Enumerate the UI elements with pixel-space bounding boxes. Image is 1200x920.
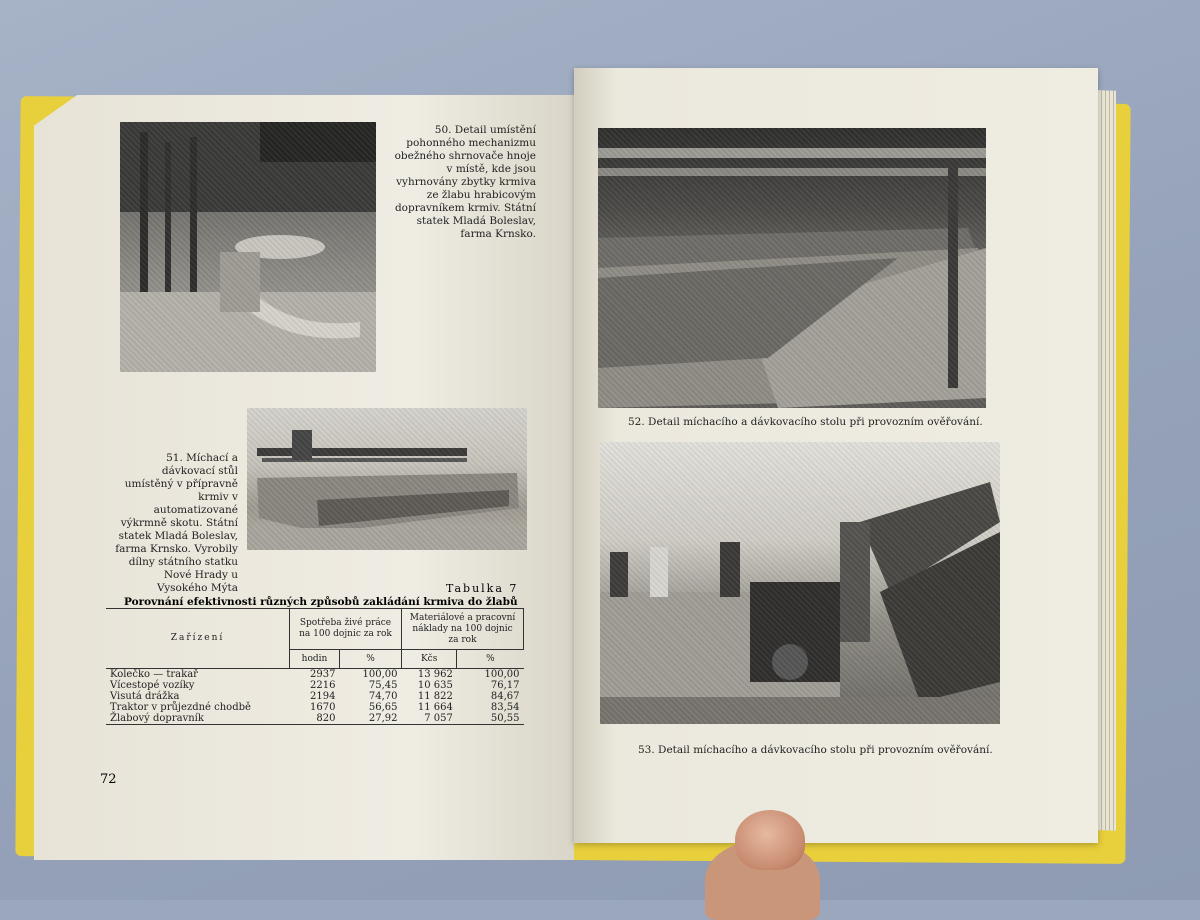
unit-hours: hodin (290, 650, 340, 669)
fig53-caption: 53. Detail míchacího a dávkovacího stolu při provozním ověřování. (638, 744, 993, 756)
table-row: Kolečko — trakař 2937 100,00 13 962 100,00 (110, 669, 520, 680)
photo-fig53 (600, 442, 1000, 724)
fig50-caption: 50. Detail umístění pohonného mechanizmu obežného shrnovače hnoje v místě, kde jsou vyhrnovány zbytky krmiva ze žlabu hrabicovým dopravníkem krmiv. Státní statek Mladá Boleslav, farma Krnsko. (394, 124, 536, 240)
unit-kcs: Kčs (401, 650, 456, 669)
table-title: Porovnání efektivnosti různých způsobů zakládání krmiva do žlabů (124, 596, 518, 608)
table-row: Traktor v průjezdné chodbě 1670 56,65 11 664 83,54 (110, 702, 520, 713)
table-row: Vícestopé vozíky 2216 75,45 10 635 76,17 (110, 680, 520, 691)
col-header-labor: Spotřeba živé práce na 100 dojnic za rok (290, 609, 402, 650)
table-row: Visutá drážka 2194 74,70 11 822 84,67 (110, 691, 520, 702)
fig51-caption: 51. Míchací a dávkovací stůl umístěný v přípravně krmiv v automatizované výkrmně skotu. Státní statek Mladá Boleslav, farma Krnsko. Vyrobily dílny státního statku Nové Hrady u Vysokého Mýta (115, 452, 238, 594)
comparison-table (106, 608, 524, 725)
unit-pct2: % (457, 650, 524, 669)
page-number: 72 (100, 772, 117, 787)
unit-pct1: % (339, 650, 401, 669)
photo-fig52 (598, 128, 986, 408)
col-header-cost: Materiálové a pracovní náklady na 100 dojnic za rok (401, 609, 523, 650)
photo-fig51 (247, 408, 527, 550)
table-row: Žlabový dopravník 820 27,92 7 057 50,55 (106, 713, 524, 725)
table-label: Tabulka 7 (446, 582, 519, 595)
photo-fig50 (120, 122, 376, 372)
thumb (735, 810, 805, 870)
col-header-device: Zařízení (106, 609, 290, 669)
fig52-caption: 52. Detail míchacího a dávkovacího stolu při provozním ověřování. (628, 416, 983, 428)
